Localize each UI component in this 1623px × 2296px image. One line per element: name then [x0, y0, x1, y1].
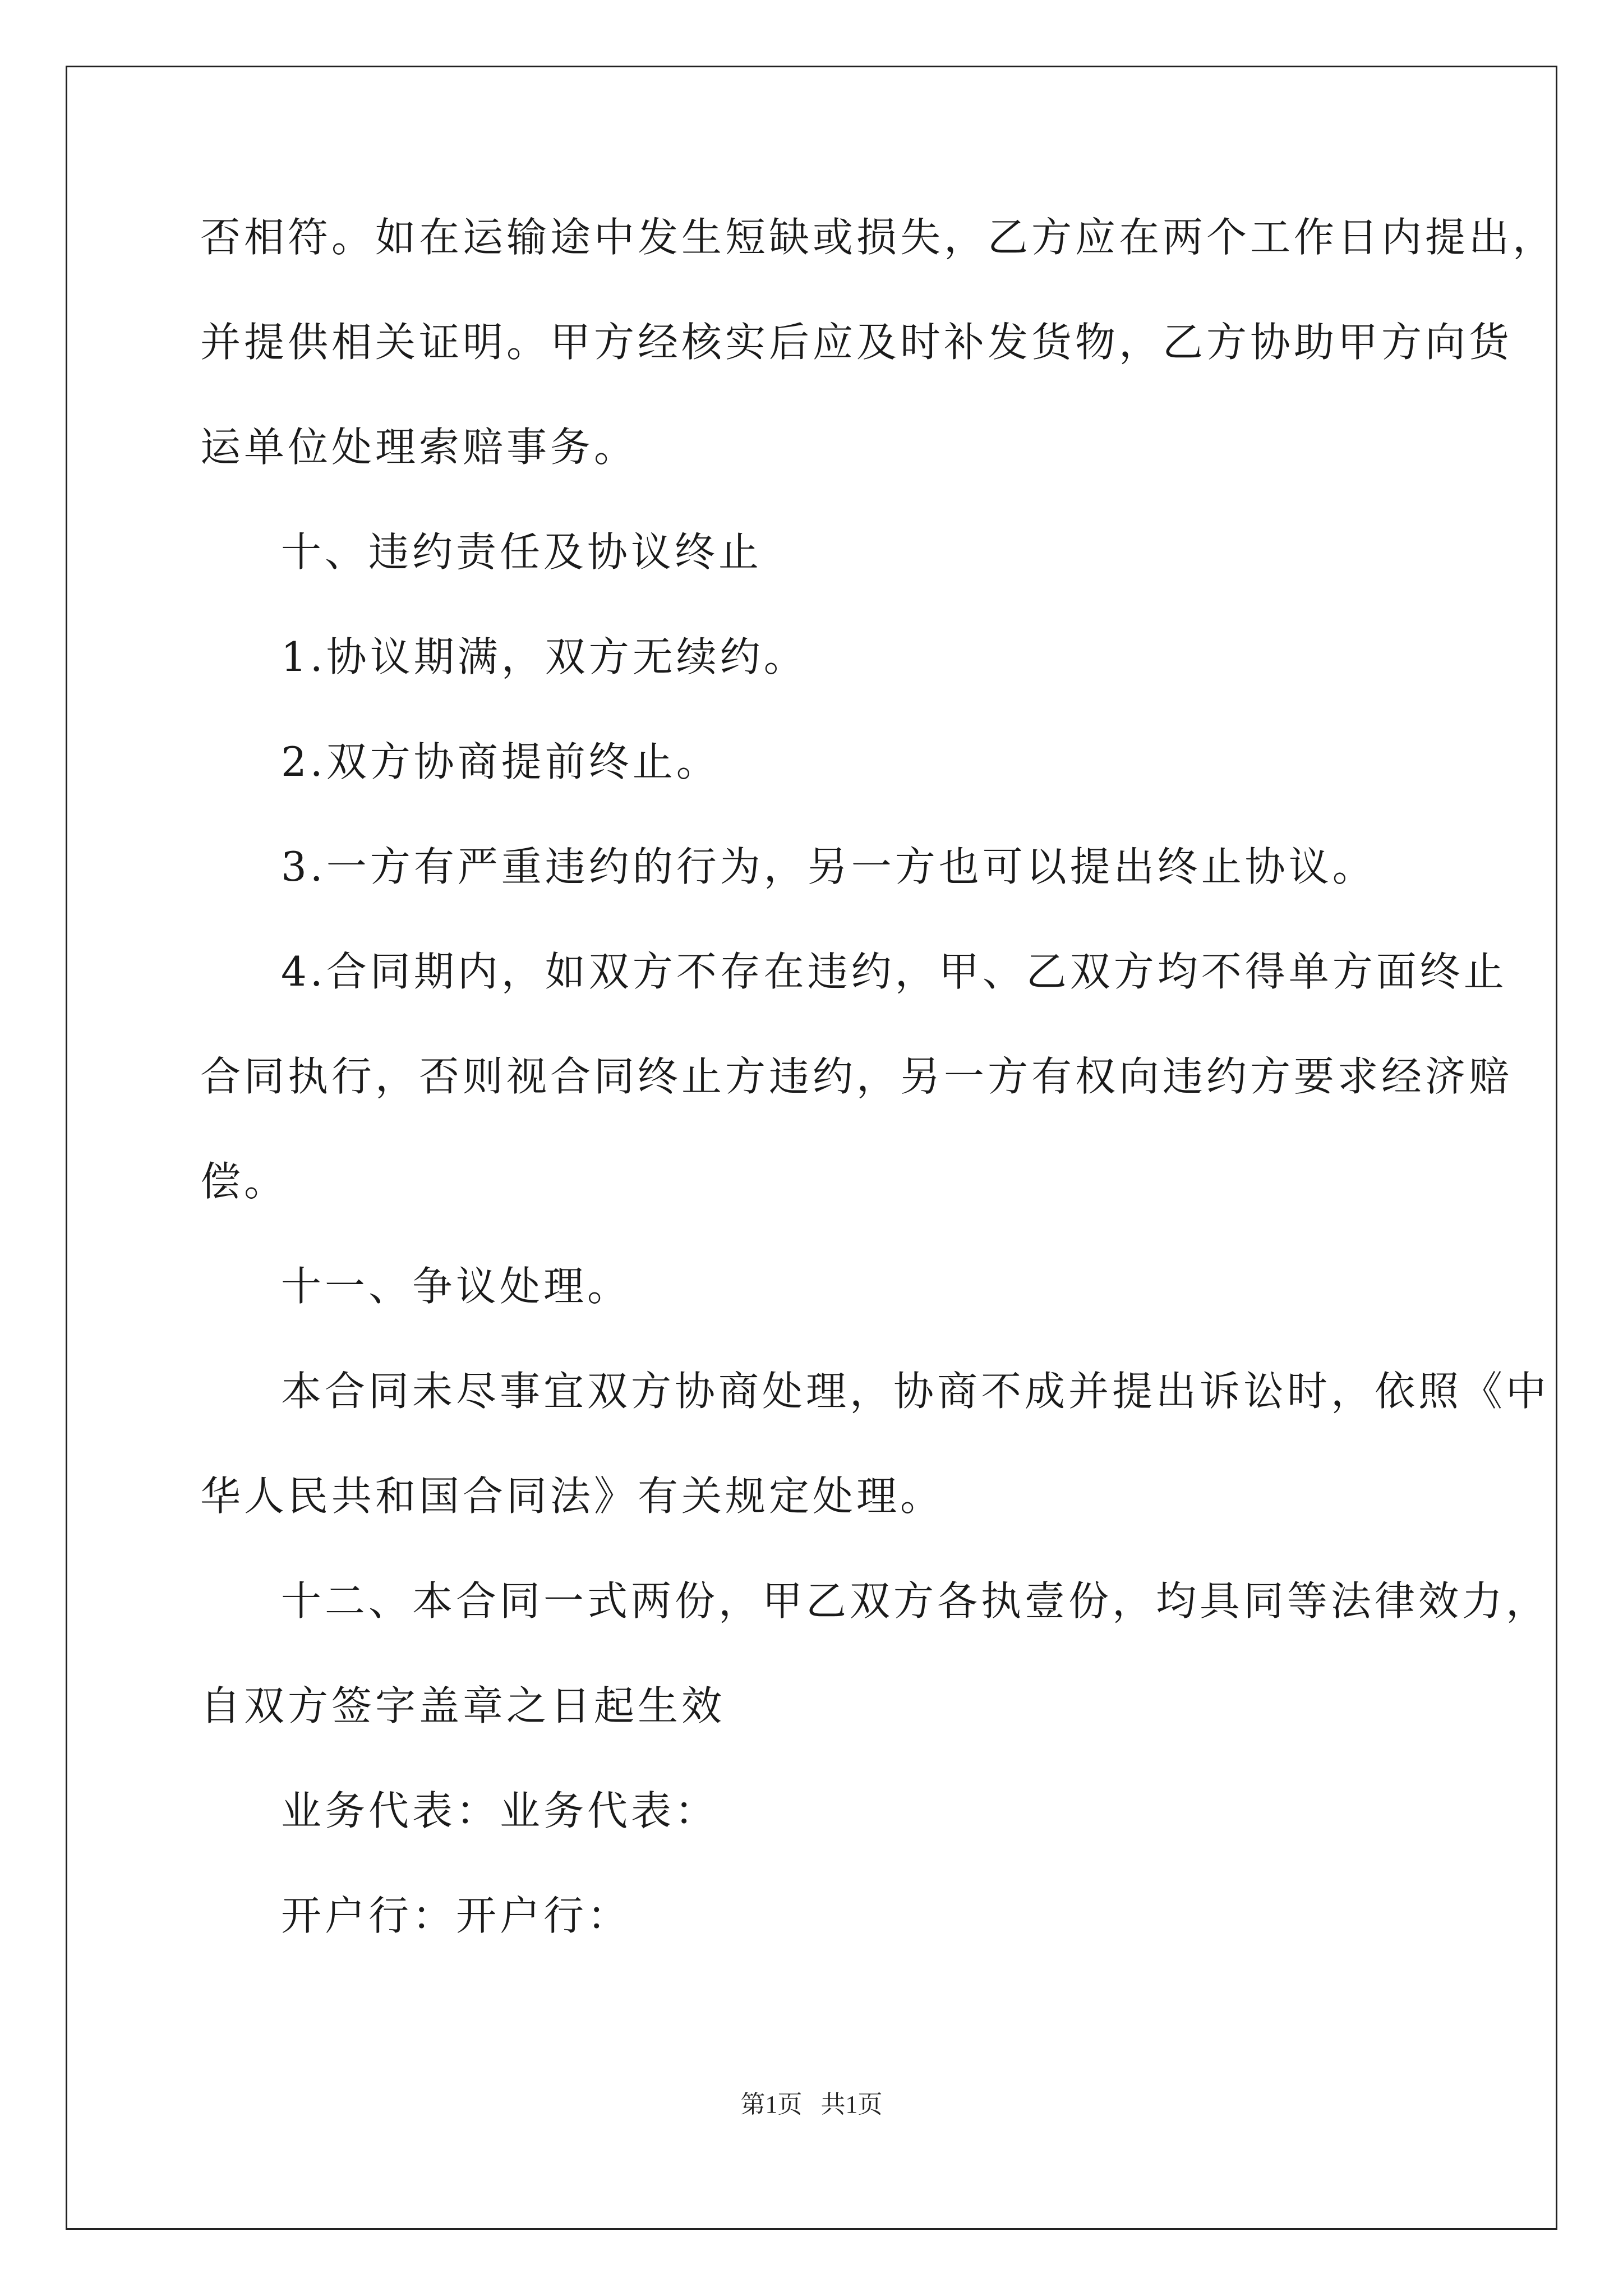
- text-line: 华人民共和国合同法》有关规定处理。: [200, 1473, 944, 1520]
- text-line: 偿。: [200, 1158, 288, 1205]
- text-line: 并提供相关证明。甲方经核实后应及时补发货物，乙方协助甲方向货: [200, 319, 1513, 366]
- text-line: 运单位处理索赔事务。: [200, 424, 638, 471]
- section-heading: 十二、本合同一式两份，甲乙双方各执壹份，均具同等法律效力，: [281, 1577, 1550, 1625]
- text-line: 否相符。如在运输途中发生短缺或损失，乙方应在两个工作日内提出，: [200, 214, 1557, 261]
- section-heading: 十、违约责任及协议终止: [281, 528, 763, 576]
- text-line: 合同执行，否则视合同终止方违约，另一方有权向违约方要求经济赔: [200, 1053, 1513, 1100]
- signature-line-bank: 开户行：开户行：: [281, 1892, 631, 1939]
- text-line: 本合同未尽事宜双方协商处理，协商不成并提出诉讼时，依照《中: [281, 1368, 1550, 1415]
- text-line: 自双方签字盖章之日起生效: [200, 1682, 726, 1729]
- list-item: 1.协议期满，双方无续约。: [281, 633, 808, 680]
- page-number: 第1页 共1页: [740, 2091, 883, 2118]
- document-body: [200, 185, 1557, 1968]
- section-heading: 十一、争议处理。: [281, 1263, 631, 1310]
- signature-line-representative: 业务代表：业务代表：: [281, 1787, 719, 1834]
- list-item: 2.双方协商提前终止。: [281, 738, 720, 785]
- list-item: 3.一方有严重违约的行为，另一方也可以提出终止协议。: [281, 843, 1376, 890]
- list-item: 4.合同期内，如双方不存在违约，甲、乙双方均不得单方面终止: [281, 948, 1507, 995]
